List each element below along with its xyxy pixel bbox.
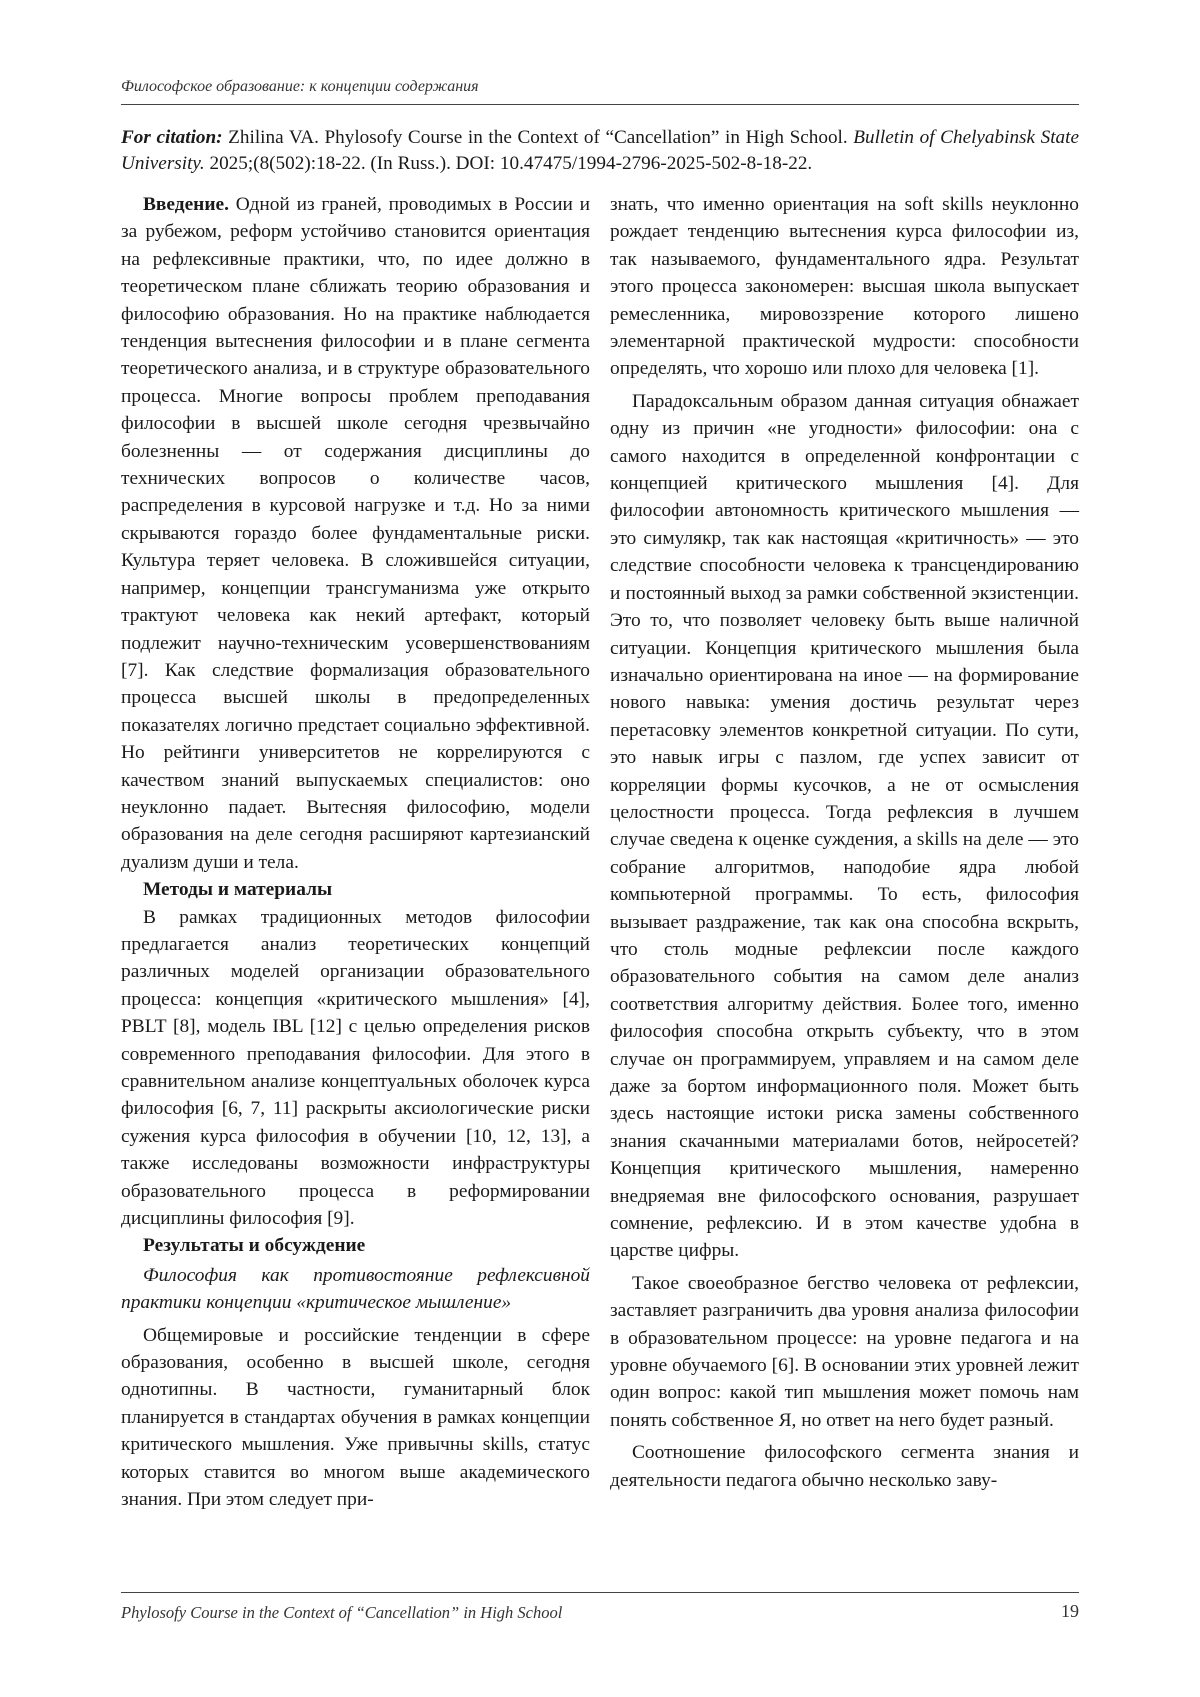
citation-journal: Bulletin of Chelyabinsk State University. [121, 127, 1079, 174]
page-number: 19 [1061, 1601, 1079, 1621]
results-subheading: Философия как противостояние рефлексивной практики концепции «критическое мышление» [121, 1264, 590, 1314]
citation-label: For citation: [121, 127, 223, 148]
footer-rule [121, 1592, 1079, 1593]
citation-authors-title: Zhilina VA. Phylosofy Course in the Context of “Cancellation” in High School. [222, 127, 854, 148]
right-column [610, 191, 1079, 1494]
header-rule [121, 104, 1079, 105]
intro-paragraph [121, 191, 590, 876]
results-paragraph-1-continued: знать, что именно ориентация на soft skills неуклонно рождает тенденцию вытеснения курса философии из, так называемого, фундаментального ядра. Результат этого процесса закономерен: высшая школа выпускает ремесленника, мировоззрение которого лишено элементарной практической мудрости: способности определять, что хорошо или плохо для человека [1]. [610, 194, 1079, 380]
methods-heading: Методы и материалы [143, 879, 333, 901]
results-heading: Результаты и обсуждение [143, 1235, 366, 1257]
running-head: Философское образование: к концепции содержания [121, 78, 479, 95]
results-paragraph-3: Такое своеобразное бегство человека от рефлексии, заставляет разграничить два уровня анализа философии в образовательном процессе: на уровне педагога и на уровне обучаемого [6]. В основании этих уровней лежит один вопрос: какой тип мышления может помочь нам понять собственное Я, но ответ на него будет разный. [610, 1272, 1079, 1431]
intro-text: Одной из граней, проводимых в России и за рубежом, реформ устойчиво становится ориентация на рефлексивные практики, что, по идее должно в теоретическом плане сближать теорию образования и философию образования. Но на практике наблюдается тенденция вытеснения философии и в плане сегмента теоретического анализа, и в структуре образовательного процесса. Многие вопросы проблем преподавания философии в высшей школе сегодня чрезвычайно болезненны — от содержания дисциплины до технических вопросов о количестве часов, распределения в курсовой нагрузке и т.д. Но за ними скрываются гораздо более фундаментальные риски. Культура теряет человека. В сложившейся ситуации, например, концепции трансгуманизма уже открыто трактуют человека как некий артефакт, который подлежит научно-техническим усовершенствованиям [7]. Как следствие формализация образовательного процесса высшей школы в предопределенных показателях логично предстает социально эффективной. Но рейтинги университетов не коррелируются с качеством знаний выпускаемых специалистов: оно неуклонно падает. Вытесняя философию, модели образования на деле сегодня расширяют картезианский дуализм души и тела. [121, 194, 590, 873]
results-paragraph-4: Соотношение философского сегмента знания и деятельности педагога обычно несколько заву- [610, 1442, 1079, 1491]
footer-title: Phylosofy Course in the Context of “Cancellation” in High School [121, 1603, 563, 1622]
citation-details: 2025;(8(502):18-22. (In Russ.). DOI: 10.47475/1994-2796-2025-502-8-18-22. [204, 153, 813, 174]
intro-label: Введение. [143, 194, 229, 215]
citation-block [121, 125, 1079, 177]
left-column [121, 191, 590, 1514]
results-paragraph-2: Парадоксальным образом данная ситуация обнажает одну из причин «не угодности» философии: она с самого находится в определенной конфронтации с концепцией критического мышления [4]. Для философии автономность критического мышления — это симулякр, так как настоящая «критичность» — это следствие способности человека к трансцендированию и постоянный выход за рамки собственной экзистенции. Это то, что позволяет человеку быть выше наличной ситуации. Концепция критического мышления была изначально ориентирована на иное — на формирование нового навыка: умения достичь результат через перетасовку элементов конкретной ситуации. По сути, это навык игры с пазлом, где успех зависит от корреляции формы кусочков, а не от осмысления целостности процесса. Тогда рефлексия в лучшем случае сведена к оценке суждения, а skills на деле — это собрание алгоритмов, наподобие ядра любой компьютерной программы. То есть, философия вызывает раздражение, так как она способна вскрыть, что столь модные рефлексии после каждого образовательного события на самом деле анализ соответствия алгоритму действия. Более того, именно философия способна открыть субъекту, что в этом случае он программируем, управляем и на самом деле даже за бортом информационного поля. Может быть здесь настоящие истоки риска замены собственного знания скачанными материалами ботов, нейросетей? Концепция критического мышления, намеренно внедряемая вне философского основания, разрушает сомнение, рефлексию. И в этом качестве удобна в царстве цифры. [610, 390, 1079, 1262]
results-paragraph-1-start: Общемировые и российские тенденции в сфере образования, особенно в высшей школе, сегодня однотипны. В частности, гуманитарный блок планируется в стандартах обучения в рамках концепции критического мышления. Уже привычны skills, статус которых ставится во многом выше академического знания. При этом следует при- [121, 1324, 590, 1511]
methods-paragraph: В рамках традиционных методов философии предлагается анализ теоретических концепций различных моделей организации образовательного процесса: концепция «критического мышления» [4], PBLT [8], модель IBL [12] с целью определения рисков современного преподавания философии. Для этого в сравнительном анализе концептуальных оболочек курса философия [6, 7, 11] раскрыты аксиологические риски сужения курса философия в обучении [10, 12, 13], а также исследованы возможности инфраструктуры образовательного процесса в реформировании дисциплины философия [9]. [121, 906, 590, 1230]
